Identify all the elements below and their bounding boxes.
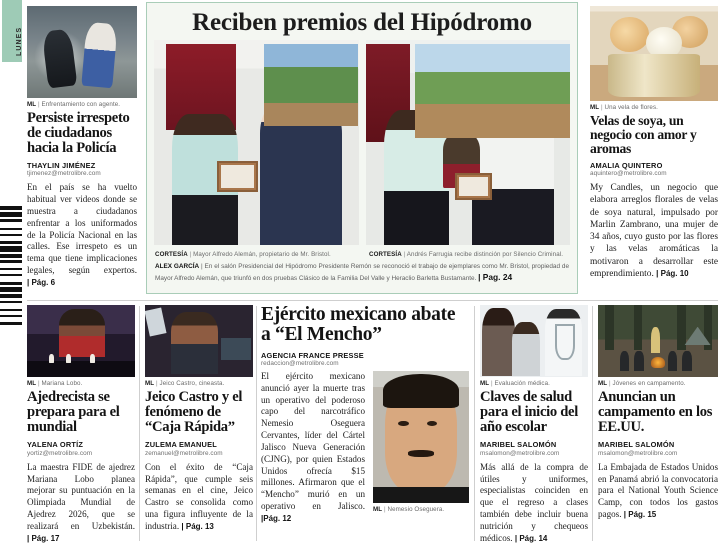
photo-credit: ML | Mariana Lobo. xyxy=(27,380,83,387)
byline-email[interactable]: msalomon@metrolibre.com xyxy=(598,449,678,457)
story-body xyxy=(27,182,137,288)
byline-email[interactable]: zemanuel@metrolibre.com xyxy=(145,449,223,457)
photo-credit: ML | Una vela de flores. xyxy=(590,104,658,111)
page-reference[interactable]: | Pág. 14 xyxy=(514,533,548,543)
column-divider-1 xyxy=(139,306,140,541)
story-photo-column xyxy=(373,371,469,525)
photo-credit-source: ML xyxy=(373,506,383,514)
story-split xyxy=(261,371,469,525)
feature-photo-row xyxy=(147,40,577,245)
left-rail xyxy=(0,0,24,550)
byline-email[interactable]: tjimenez@metrolibre.com xyxy=(27,170,101,178)
photo-credit-text: Una vela de flores. xyxy=(604,104,658,111)
page-reference[interactable]: | Pág. 15 xyxy=(623,510,657,520)
story-body xyxy=(27,462,135,545)
feature-caption-right: CORTESÍA | Andrés Farrugia recibe distinción por Silencio Criminal. xyxy=(369,251,564,258)
photo-flower-candle xyxy=(590,6,718,101)
headline[interactable]: Jeico Castro y el fenómeno de “Caja Rápida” xyxy=(145,388,243,436)
photo-credit: ML | Jeico Castro, cineasta. xyxy=(145,380,225,387)
photo-youth-camp xyxy=(598,305,718,377)
page-reference[interactable]: | Pág. 6 xyxy=(27,277,56,287)
byline-email[interactable]: redaccion@metrolibre.com xyxy=(261,360,339,368)
story-velas xyxy=(590,6,718,280)
story-text: En el país se ha vuelto habitual ver videos donde se muestra a ciudadanos enfrentar a los uniformados de la Policía Nacional en las calles. Ese irrespeto es un tema que tiene implicaciones legales, según expertos. xyxy=(27,182,137,276)
story-body xyxy=(145,462,253,533)
photo-credit-text: Jeico Castro, cineasta. xyxy=(159,380,225,387)
story-text: La maestra FIDE de ajedrez Mariana Lobo planea mejorar su puntuación en la Olimpiada Mundial de Ajedrez 2026, que se realizará en Uzbekistán. xyxy=(27,461,135,531)
story-salud-escolar xyxy=(480,305,588,544)
story-police xyxy=(27,6,137,289)
column-divider-4 xyxy=(592,306,593,541)
story-body xyxy=(598,462,718,521)
photo-police-confrontation xyxy=(27,6,137,98)
photo-award-farrugia xyxy=(366,40,571,245)
caption-right-source: CORTESÍA xyxy=(369,251,402,258)
byline-author: THAYLIN JIMÉNEZ xyxy=(27,160,96,170)
photo-credit: ML | Nemesio Oseguera. xyxy=(373,506,445,514)
story-text: La Embajada de Estados Unidos en Panamá abrió la convocatoria para el National Youth Science Camp, con todos los gastos pagos. xyxy=(598,461,718,520)
headline[interactable]: Ajedrecista se prepara para el mundial xyxy=(27,388,120,436)
caption-left-source: CORTESÍA xyxy=(155,251,188,258)
photo-chess-player xyxy=(27,305,135,377)
story-body xyxy=(590,182,718,280)
page-reference[interactable]: | Pág. 10 xyxy=(656,268,689,278)
feature-lead-byline: ALEX GARCÍA xyxy=(155,262,200,270)
story-text-column xyxy=(261,371,365,525)
day-tab-label: LUNES xyxy=(16,26,23,56)
photo-filmmaker xyxy=(145,305,253,377)
feature-hipodromo xyxy=(146,2,578,294)
page-reference[interactable]: | Pág. 17 xyxy=(27,533,60,543)
photo-credit-source: ML xyxy=(590,104,600,111)
photo-credit-source: ML xyxy=(480,380,490,387)
byline-email[interactable]: yortiz@metrolibre.com xyxy=(27,449,93,457)
feature-page-reference[interactable]: | Pag. 24 xyxy=(478,271,513,282)
byline-email[interactable]: aquintero@metrolibre.com xyxy=(590,170,667,178)
byline-author: AGENCIA FRANCE PRESSE xyxy=(261,350,364,360)
photo-credit: ML | Jóvenes en campamento. xyxy=(598,380,686,387)
story-body xyxy=(480,462,588,545)
feature-lead-text: En el salón Presidencial del Hipódromo Presidente Remón se reconoció el trabajo de ejemplares como Mr. Bristol, propiedad de Mayor Alfredo Alemán, que triunfó en dos pruebas Clásico de la Familia Del Valle y Heraclio Barletta Bustamante. xyxy=(155,262,569,282)
feature-title[interactable]: Reciben premios del Hipódromo xyxy=(192,9,532,36)
photo-credit-text: Nemesio Oseguera. xyxy=(387,506,445,514)
headline[interactable]: Claves de salud para el inicio del año escolar xyxy=(480,388,578,436)
photo-credit-source: ML xyxy=(27,101,37,108)
story-body xyxy=(261,371,365,525)
photo-credit: ML | Evaluación médica. xyxy=(480,380,550,387)
page-reference[interactable]: |Pág. 12 xyxy=(261,513,292,523)
page-reference[interactable]: | Pág. 13 xyxy=(181,521,214,531)
photo-credit-text: Enfrentamiento con agente. xyxy=(41,101,121,108)
feature-lead: ALEX GARCÍA | En el salón Presidencial del Hipódromo Presidente Remón se reconoció el trabajo de ejemplares como Mr. Bristol, propiedad de Mayor Alfredo Alemán, que triunfó en dos pruebas Clásico de la Familia Del Valle y Heraclio Barletta Bustamante. | Pag. 24 xyxy=(155,262,569,282)
byline-author: ZULEMA EMANUEL xyxy=(145,440,217,450)
byline-author: AMALIA QUINTERO xyxy=(590,160,663,170)
byline-email[interactable]: msalomon@metrolibre.com xyxy=(480,449,560,457)
photo-credit-source: ML xyxy=(598,380,608,387)
feature-captions xyxy=(147,245,577,261)
photo-award-bristol xyxy=(154,40,359,245)
caption-left-text: Mayor Alfredo Alemán, propietario de Mr. Bristol. xyxy=(193,251,331,258)
photo-nemesio-oseguera xyxy=(373,371,469,503)
barcode xyxy=(0,206,22,390)
story-text: El ejército mexicano anunció ayer la muerte tras un operativo del poderoso capo del narcotráfico Nemesio Oseguera Cervantes, líder del Cártel Jalisco Nueva Generación (CJNG), por quien Estados Unidos ofrecía $15 millones. Afirmaron que el “Mencho” murió en un operativo en Jalisco. xyxy=(261,371,365,511)
story-ajedrecista xyxy=(27,305,135,544)
photo-credit-text: Evaluación médica. xyxy=(494,380,550,387)
column-divider-2 xyxy=(256,306,257,541)
photo-credit-source: ML xyxy=(145,380,155,387)
story-text: My Candles, un negocio que elabora arreglos florales de velas de soya natural, impulsado por Marlin Zambrano, una mujer de 34 años, cuyo gusto por las flores y las velas aromáticas la motivaron a desarrollar este emprendimiento. xyxy=(590,183,718,279)
byline-author: YALENA ORTÍZ xyxy=(27,440,84,450)
photo-credit-source: ML xyxy=(27,380,37,387)
headline[interactable]: Anuncian un campamento en los EE.UU. xyxy=(598,388,713,436)
story-text: Más allá de la compra de útiles y uniformes, especialistas coinciden en que el regreso a clases también debe incluir buena nutrición y chequeos médicos. xyxy=(480,461,588,543)
day-tab xyxy=(2,0,22,62)
byline-author: MARIBEL SALOMÓN xyxy=(598,440,675,450)
headline[interactable]: Ejército mexicano abate a “El Mencho” xyxy=(261,304,456,346)
horizontal-rule xyxy=(27,300,718,301)
headline[interactable]: Persiste irrespeto de ciudadanos hacia la Policía xyxy=(27,109,130,156)
story-el-mencho xyxy=(261,305,469,525)
byline-author: MARIBEL SALOMÓN xyxy=(480,440,557,450)
story-campamento xyxy=(598,305,718,521)
story-text: Con el éxito de “Caja Rápida”, que cumple seis semanas en el cine, Jeico Castro se consolida como una figura influyente de la industria. xyxy=(145,461,253,531)
photo-credit: ML | Enfrentamiento con agente. xyxy=(27,101,121,108)
photo-credit-text: Jóvenes en campamento. xyxy=(612,380,686,387)
column-divider-3 xyxy=(474,306,475,541)
feature-caption-left: CORTESÍA | Mayor Alfredo Alemán, propietario de Mr. Bristol. xyxy=(155,251,331,258)
photo-credit-text: Mariana Lobo. xyxy=(41,380,83,387)
story-jeico-castro xyxy=(145,305,253,533)
headline[interactable]: Velas de soya, un negocio con amor y aromas xyxy=(590,112,697,156)
caption-right-text: Andrés Farrugia recibe distinción por Silencio Criminal. xyxy=(406,251,564,258)
photo-medical-checkup xyxy=(480,305,588,377)
